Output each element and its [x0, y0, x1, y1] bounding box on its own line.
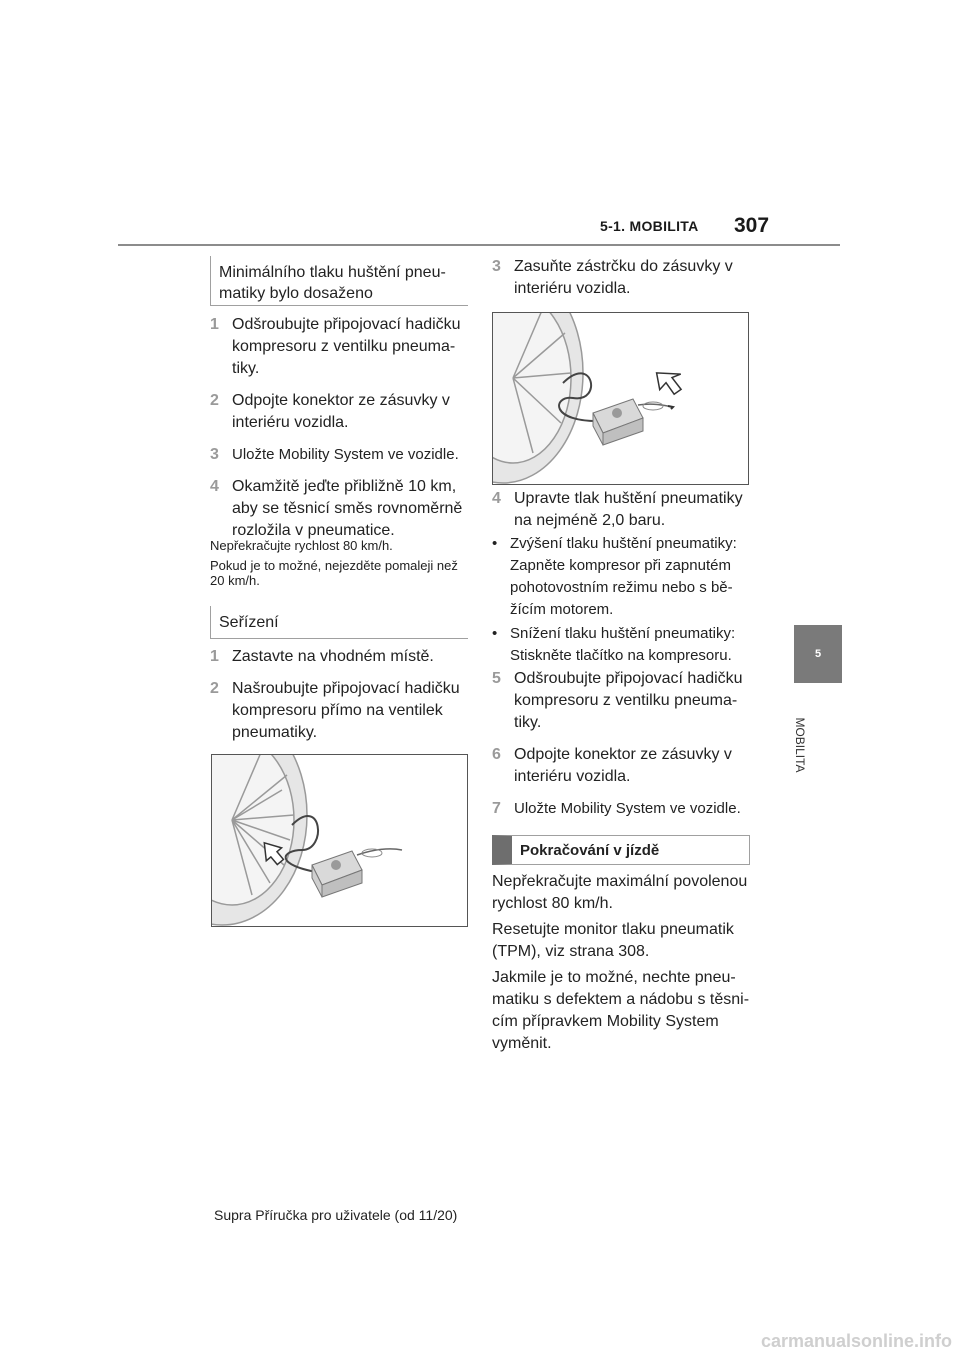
page-number: 307 — [734, 214, 770, 237]
wheel-compressor-illustration — [212, 755, 467, 926]
heading-adjust: Seřízení — [210, 606, 468, 639]
step-item: 1 Zastavte na vhodném místě. — [210, 648, 434, 665]
step-item: 6 Odpojte konektor ze zásuvky v interiéru vozidla. — [492, 746, 732, 785]
header-rule — [118, 244, 840, 246]
step-3-plug: 3 Zasuňte zástrčku do zásuvky v interiéru vozidla. — [492, 258, 733, 297]
para-speed-limit: Nepřekračujte maximální povolenou rychlost 80 km/h. — [492, 873, 748, 912]
steps-list-b — [210, 646, 468, 744]
step-item: 7 Uložte Mobility System ve vozidle. — [492, 800, 741, 817]
steps-list-c — [492, 668, 752, 820]
step-item: 3 Uložte Mobility System ve vozidle. — [210, 446, 459, 463]
step-item: 4 Okamžitě jeďte přibližně 10 km, aby se těsnicí směs rovnoměrně rozložila v pneumatice. — [210, 478, 463, 539]
plug-socket-illustration — [493, 313, 748, 484]
step-item: 1 Odšroubujte připojovací hadičku kompresoru z ventilku pneuma- tiky. — [210, 316, 461, 377]
steps-list-a — [210, 314, 468, 542]
step-4-adjust: 4 Upravte tlak huštění pneumatiky na nejméně 2,0 baru. — [492, 490, 743, 529]
footer-text: Supra Příručka pro uživatele (od 11/20) — [214, 1207, 458, 1223]
watermark: carmanualsonline.info — [760, 1331, 952, 1351]
chapter-label: MOBILITA — [793, 717, 807, 773]
note-speed-min: Pokud je to možné, nejezděte pomaleji než 20 km/h. — [210, 558, 458, 588]
bullet-item: • Zvýšení tlaku huštění pneumatiky: Zapněte kompresor při zapnutém pohotovostním režimu nebo s bě- žícím motorem. — [492, 535, 737, 618]
step-item: 2 Odpojte konektor ze zásuvky v interiéru vozidla. — [210, 392, 450, 431]
heading-min-pressure: Minimálního tlaku huštění pneu- matiky bylo dosaženo — [210, 256, 468, 306]
bullet-list — [492, 533, 752, 667]
step-item: 2 Našroubujte připojovací hadičku kompresoru přímo na ventilek pneumatiky. — [210, 680, 460, 741]
heading-continue-driving: Pokračování v jízdě — [492, 835, 750, 865]
section-title: 5-1. MOBILITA — [600, 218, 699, 234]
step-item: 5 Odšroubujte připojovací hadičku kompresoru z ventilku pneuma- tiky. — [492, 670, 743, 731]
figure-plug-socket — [492, 312, 749, 485]
figure-hose-to-valve — [211, 754, 468, 927]
para-reset-tpm: Resetujte monitor tlaku pneumatik (TPM), viz strana 308. — [492, 921, 734, 960]
chapter-tab[interactable]: 5 — [794, 625, 842, 683]
bullet-item: • Snížení tlaku huštění pneumatiky: Stiskněte tlačítko na kompresoru. — [492, 625, 736, 664]
note-speed-max: Nepřekračujte rychlost 80 km/h. — [210, 538, 393, 553]
para-replace: Jakmile je to možné, nechte pneu- matiku s defektem a nádobu s těsni- cím přípravkem Mobility System vyměnit. — [492, 969, 750, 1052]
